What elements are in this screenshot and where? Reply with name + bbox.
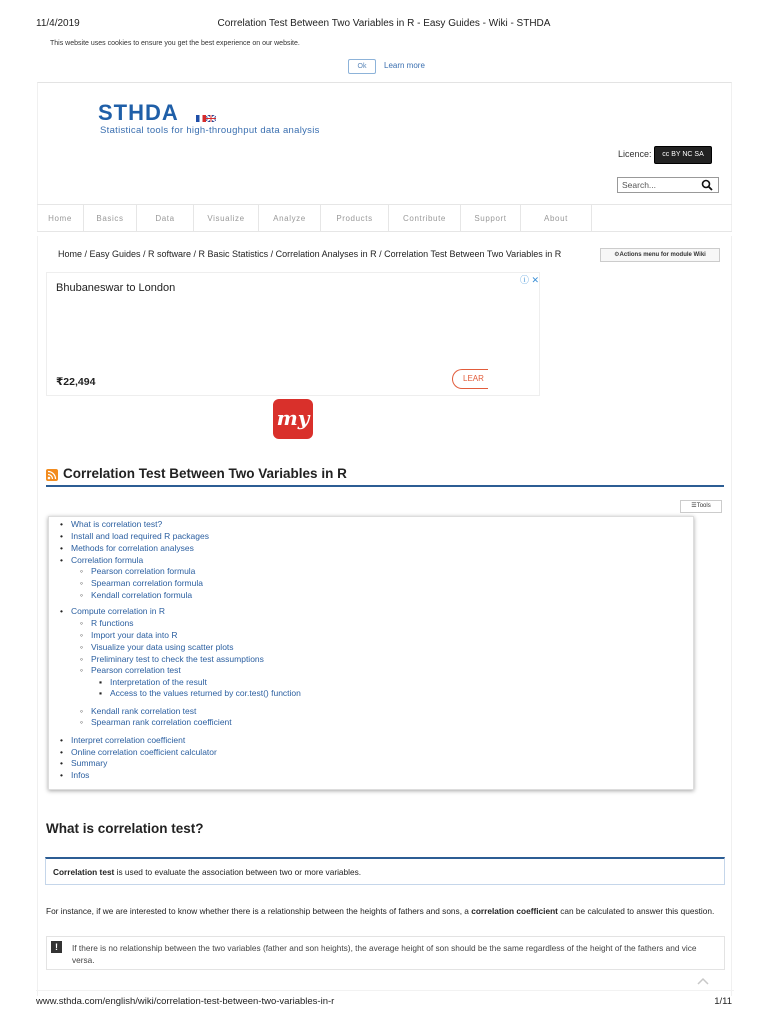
toc-bullet: ◦ (80, 566, 84, 576)
toc-bullet: • (60, 519, 63, 529)
para-text-start: For instance, if we are interested to know whether there is a relationship between the heights of fathers and sons, a (46, 906, 472, 916)
nav-item-basics[interactable]: Basics (84, 205, 137, 232)
toc-bullet: ◦ (80, 654, 84, 664)
toc-link[interactable]: Kendall rank correlation test (91, 706, 197, 716)
intro-paragraph (46, 906, 726, 917)
toc-bullet: ◦ (80, 642, 84, 652)
toc-link[interactable]: Infos (71, 770, 90, 780)
tools-button[interactable]: ☰Tools (680, 500, 722, 513)
toc-link[interactable]: Methods for correlation analyses (71, 543, 194, 553)
print-title: Correlation Test Between Two Variables in R - Easy Guides - Wiki - STHDA (217, 18, 551, 29)
nav-item-support[interactable]: Support (461, 205, 521, 232)
rss-icon[interactable] (46, 469, 58, 481)
toc-link[interactable]: Install and load required R packages (71, 531, 209, 541)
flag-uk-icon[interactable] (206, 115, 216, 122)
print-page-number: 1/11 (714, 996, 732, 1007)
cookie-learn-more-link[interactable]: Learn more (384, 61, 425, 70)
toc-bullet: ◦ (80, 618, 84, 628)
toc-link[interactable]: Import your data into R (91, 630, 178, 640)
search-icon[interactable] (701, 179, 713, 191)
ad-price: ₹22,494 (56, 376, 96, 388)
actions-menu-button[interactable]: ⚙Actions menu for module Wiki (600, 248, 720, 262)
toc-link[interactable]: What is correlation test? (71, 519, 163, 529)
toc-bullet: • (60, 555, 63, 565)
toc-bullet: ◦ (80, 706, 84, 716)
ad-choices-icon[interactable]: ⓘ ✕ (520, 275, 540, 285)
footer-divider (36, 990, 734, 991)
licence-label: Licence: (618, 149, 652, 159)
toc-bullet: • (60, 758, 63, 768)
print-header (0, 18, 768, 32)
toc-link[interactable]: Visualize your data using scatter plots (91, 642, 234, 652)
warning-icon: ! (51, 941, 62, 953)
toc-link[interactable]: Interpretation of the result (110, 677, 207, 687)
toc-link[interactable]: Access to the values returned by cor.test() function (110, 688, 301, 698)
toc-link[interactable]: Pearson correlation formula (91, 566, 196, 576)
toc-bullet: • (60, 543, 63, 553)
ad-learn-button[interactable]: LEAR (452, 369, 488, 389)
toc-bullet: • (60, 735, 63, 745)
definition-term: Correlation test (53, 867, 115, 877)
nav-item-products[interactable]: Products (321, 205, 389, 232)
print-url: www.sthda.com/english/wiki/correlation-test-between-two-variables-in-r (36, 996, 335, 1007)
site-tagline: Statistical tools for high-throughput data analysis (100, 125, 320, 136)
toc-bullet: ▪ (99, 688, 103, 698)
cookie-message: This website uses cookies to ensure you get the best experience on our website. (50, 40, 300, 47)
toc-link[interactable]: Interpret correlation coefficient (71, 735, 186, 745)
toc-bullet: • (60, 747, 63, 757)
note-text: If there is no relationship between the two variables (father and son heights), the average height of son should be the same regardless of the height of the fathers and vice versa. (72, 943, 697, 965)
toc-bullet: ◦ (80, 630, 84, 640)
cookie-ok-button[interactable]: Ok (348, 59, 376, 74)
toc-bullet: ◦ (80, 590, 84, 600)
actions-menu-label: Actions menu for module Wiki (619, 252, 706, 258)
language-flags[interactable] (196, 115, 216, 122)
flag-fr-icon[interactable] (196, 115, 206, 122)
toc-link[interactable]: Online correlation coefficient calculator (71, 747, 217, 757)
toc-bullet: • (60, 606, 63, 616)
toc-bullet: ◦ (80, 578, 84, 588)
toc-link[interactable]: R functions (91, 618, 134, 628)
page-title: Correlation Test Between Two Variables in R (63, 466, 347, 481)
main-nav (37, 204, 732, 232)
ad-logo[interactable]: my (273, 399, 313, 439)
toc-bullet: • (60, 770, 63, 780)
para-text-end: can be calculated to answer this question. (557, 906, 715, 916)
toc-bullet: ◦ (80, 665, 84, 675)
cc-license-icon[interactable]: cc BY NC SA (654, 146, 712, 164)
toc-link[interactable]: Preliminary test to check the test assumptions (91, 654, 264, 664)
para-bold-term: correlation coefficient (471, 906, 558, 916)
print-date: 11/4/2019 (36, 18, 80, 29)
nav-item-data[interactable]: Data (137, 205, 194, 232)
nav-item-visualize[interactable]: Visualize (194, 205, 259, 232)
toc-link[interactable]: Compute correlation in R (71, 606, 166, 616)
search-input[interactable]: Search... (617, 177, 719, 193)
toc-bullet: • (60, 531, 63, 541)
tools-label: Tools (696, 503, 711, 509)
definition-rest: is used to evaluate the association between two or more variables. (114, 867, 362, 877)
toc-link[interactable]: Summary (71, 758, 108, 768)
toc-link[interactable]: Kendall correlation formula (91, 590, 193, 600)
toc-bullet: ▪ (99, 677, 103, 687)
definition-text (53, 867, 361, 877)
toc-bullet: ◦ (80, 717, 84, 727)
toc-link[interactable]: Spearman rank correlation coefficient (91, 717, 232, 727)
section-heading: What is correlation test? (46, 821, 204, 836)
toc-link[interactable]: Pearson correlation test (91, 665, 181, 675)
toc-link[interactable]: Spearman correlation formula (91, 578, 203, 588)
breadcrumb[interactable]: Home / Easy Guides / R software / R Basic Statistics / Correlation Analyses in R / Correlation Test Between Two Variables in R (58, 249, 562, 259)
nav-item-analyze[interactable]: Analyze (259, 205, 321, 232)
ad-title[interactable]: Bhubaneswar to London (56, 282, 176, 294)
site-logo[interactable]: STHDA (98, 100, 179, 125)
nav-item-contribute[interactable]: Contribute (389, 205, 461, 232)
nav-item-home[interactable]: Home (37, 205, 84, 232)
nav-item-about[interactable]: About (521, 205, 592, 232)
scroll-top-icon[interactable] (696, 976, 710, 986)
toc-link[interactable]: Correlation formula (71, 555, 144, 565)
title-divider (46, 485, 724, 487)
